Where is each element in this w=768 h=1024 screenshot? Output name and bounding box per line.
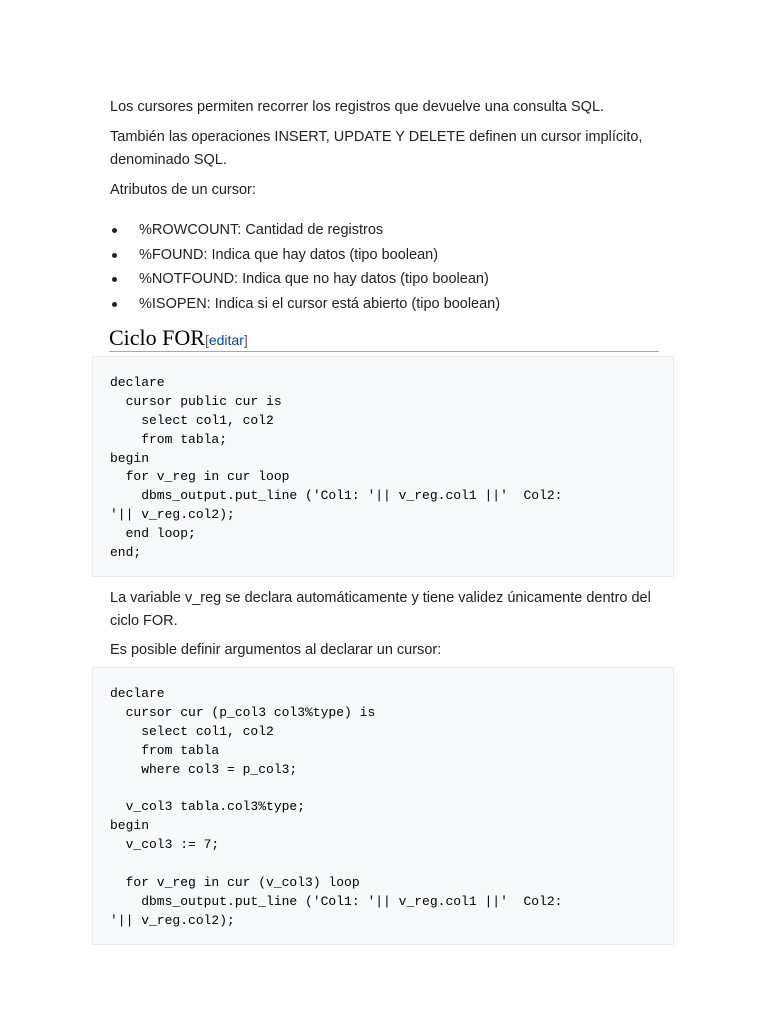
- code-line: cursor public cur is: [110, 393, 282, 409]
- bullet-icon: [112, 277, 117, 282]
- list-item-text: %ROWCOUNT: Cantidad de registros: [139, 222, 384, 238]
- list-item-text: %FOUND: Indica que hay datos (tipo boolean): [139, 246, 439, 263]
- code-line: v_col3 := 7;: [110, 837, 220, 853]
- bullet-icon: [112, 253, 117, 258]
- code-line: for v_reg in cur (v_col3) loop: [110, 874, 360, 890]
- list-item-text: %ISOPEN: Indica si el cursor está abierto (tipo boolean): [139, 295, 501, 312]
- code-block-1: [92, 356, 674, 577]
- code-line: for v_reg in cur loop: [110, 469, 290, 485]
- intro-paragraph-1: Los cursores permiten recorrer los registros que devuelve una consulta SQL.: [110, 99, 605, 115]
- cursor-attributes-list: [110, 218, 670, 316]
- code-line: end;: [110, 545, 142, 561]
- list-item-text: %NOTFOUND: Indica que no hay datos (tipo boolean): [139, 271, 489, 287]
- code-line: from tabla;: [110, 431, 228, 447]
- edit-section: [205, 332, 248, 348]
- after-code-paragraph-1: La variable v_reg se declara automáticamente y tiene validez únicamente dentro del ciclo FOR.: [110, 590, 651, 629]
- code-line: end loop;: [110, 526, 196, 542]
- code-line: select col1, col2: [110, 412, 274, 428]
- intro-paragraph-3: Atributos de un cursor:: [110, 182, 256, 198]
- code-line: where col3 = p_col3;: [110, 761, 298, 777]
- list-item: [110, 292, 670, 317]
- bullet-icon: [112, 228, 117, 233]
- code-block-2-text: [110, 685, 562, 931]
- section-heading: [109, 324, 659, 352]
- code-line: select col1, col2: [110, 723, 274, 739]
- code-line: dbms_output.put_line ('Col1: '|| v_reg.col1 ||' Col2:: [110, 893, 563, 909]
- list-item: [110, 243, 670, 268]
- edit-bracket-open: [: [204, 332, 209, 348]
- code-line: from tabla: [110, 742, 220, 758]
- code-line: begin: [110, 450, 150, 466]
- code-line: declare: [110, 686, 165, 701]
- after-code-paragraph-2: Es posible definir argumentos al declarar un cursor:: [110, 642, 442, 658]
- list-item: [110, 218, 670, 243]
- code-block-1-text: [110, 374, 562, 563]
- code-line: [110, 855, 562, 874]
- bullet-icon: [112, 302, 117, 307]
- intro-paragraph-2: También las operaciones INSERT, UPDATE Y DELETE definen un cursor implícito, denominado SQL.: [110, 129, 643, 168]
- code-line: '|| v_reg.col2);: [110, 912, 235, 928]
- code-line: declare: [110, 375, 165, 390]
- code-line: dbms_output.put_line ('Col1: '|| v_reg.col1 ||' Col2:: [110, 488, 563, 504]
- edit-link[interactable]: editar: [208, 332, 244, 348]
- code-line: begin: [110, 818, 150, 834]
- code-line: '|| v_reg.col2);: [110, 507, 235, 523]
- edit-bracket-close: ]: [243, 332, 248, 348]
- code-line: cursor cur (p_col3 col3%type) is: [110, 704, 376, 720]
- code-block-2: [92, 667, 674, 945]
- code-line: v_col3 tabla.col3%type;: [110, 799, 306, 815]
- list-item: [110, 267, 670, 292]
- section-title: Ciclo FOR: [109, 325, 205, 350]
- code-line: [110, 779, 562, 798]
